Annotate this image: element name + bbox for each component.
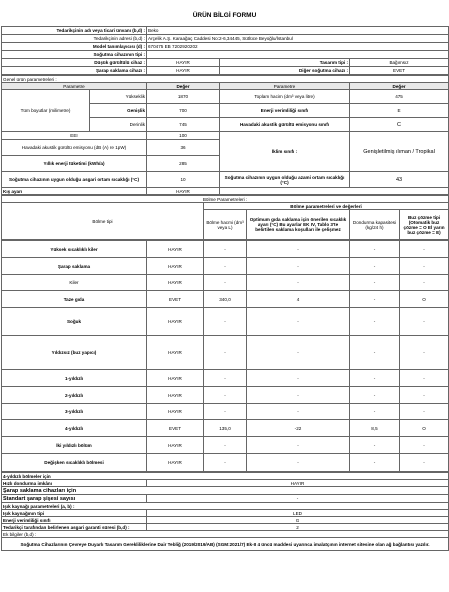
- compartment-present: HAYIR: [147, 275, 204, 291]
- bottom-table: [1, 472, 449, 551]
- compartment-present: HAYIR: [147, 258, 204, 275]
- compartment-volume: -: [204, 275, 247, 291]
- compartment-rows: [1, 240, 449, 472]
- compartment-defrost: -: [400, 404, 449, 420]
- compartment-temp: -: [247, 308, 350, 336]
- eei-value: 100: [147, 132, 220, 140]
- low-noise-label: Düşük gürültülü cihaz :: [2, 59, 147, 67]
- noise-label: Havadaki akustik gürültü emisyonu (dB (A) re 1pW): [2, 140, 147, 156]
- compartment-label: Yıldızsız (buz yapıcı): [2, 336, 147, 370]
- compartment-row: [2, 308, 449, 336]
- compartment-volume: -: [204, 404, 247, 420]
- compartment-freeze: -: [350, 437, 400, 454]
- winter-value: HAYIR: [147, 188, 220, 195]
- compartment-label: İki yıldızlı bölüm: [2, 437, 147, 454]
- compartment-defrost: -: [400, 387, 449, 404]
- compartment-volume: -: [204, 241, 247, 258]
- noise-class-label: Havadaki akustik gürültü emisyonu sınıfı: [220, 118, 350, 132]
- compartment-temp: -: [247, 241, 350, 258]
- compartment-row: [2, 291, 449, 308]
- height-value: 1870: [147, 90, 220, 104]
- compartment-volume: -: [204, 387, 247, 404]
- compartment-freeze: -: [350, 275, 400, 291]
- compartment-temp: -: [247, 387, 350, 404]
- compartment-present: EVET: [147, 291, 204, 308]
- compartment-freeze: -: [350, 308, 400, 336]
- winter-label: Kış ayarı: [2, 188, 147, 195]
- compartment-temp: -: [247, 404, 350, 420]
- compartment-row: [2, 404, 449, 420]
- light-class-value: G: [147, 517, 449, 524]
- model-value: 670475 EB 7202920202: [147, 43, 449, 51]
- volume-value: 475: [350, 90, 449, 104]
- design-type-value: Bağımsız: [350, 59, 449, 67]
- compartment-present: HAYIR: [147, 241, 204, 258]
- compartment-present: HAYIR: [147, 387, 204, 404]
- volume-label: Toplam hacim (dm³ veya litre): [220, 90, 350, 104]
- compartment-temp: -: [247, 275, 350, 291]
- depth-value: 745: [147, 118, 220, 132]
- compartment-freeze: -: [350, 370, 400, 387]
- compartment-section-label: Bölme Parametreleri :: [2, 196, 449, 203]
- compartment-temp: 4: [247, 291, 350, 308]
- energy-class-value: E: [350, 104, 449, 118]
- eei-label: EEI: [2, 132, 147, 140]
- compartment-defrost: O: [400, 420, 449, 437]
- compartment-freeze: -: [350, 291, 400, 308]
- compartment-defrost: -: [400, 275, 449, 291]
- compartment-label: Değişken sıcaklıklı bölmesi: [2, 454, 147, 472]
- energy-class-label: Enerji verimliliği sınıfı: [220, 104, 350, 118]
- noise-value: 36: [147, 140, 220, 156]
- supplier-table: [1, 26, 449, 75]
- width-value: 700: [147, 104, 220, 118]
- supplier-name-value: Beko: [147, 27, 449, 35]
- col-value-2: Değer: [350, 83, 449, 90]
- compartment-present: HAYIR: [147, 370, 204, 387]
- compartment-volume: -: [204, 258, 247, 275]
- compartment-defrost: -: [400, 370, 449, 387]
- compartment-label: 2-yıldızlı: [2, 387, 147, 404]
- height-label: Yükseklik: [90, 90, 147, 104]
- supplier-address-label: Tedarikçinin adresi (b,d) :: [2, 35, 147, 43]
- other-appliance-value: EVET: [350, 67, 449, 75]
- light-class-label: Enerji verimliliği sınıfı: [2, 517, 147, 524]
- four-star-section-label: 4-yıldızlı bölmeler için: [2, 473, 449, 480]
- compartment-present: HAYIR: [147, 308, 204, 336]
- compartment-defrost: -: [400, 454, 449, 472]
- extra-info-text: Soğutma Cihazlarının Çevreye Duyarlı Tasarım Gerekliliklerine Dair Tebliğ (2019/2019/AB) (SGM:2021/7) Ek-II 4 üncü maddesi uyarınca imalatçının internet sitesine olan ağ bağlantısı yazılır.: [2, 538, 449, 551]
- min-temp-value: 10: [147, 172, 220, 188]
- compartment-temp: -: [247, 437, 350, 454]
- compartment-row: [2, 387, 449, 404]
- compartment-defrost: -: [400, 336, 449, 370]
- compartment-group-header: Bölme parametreleri ve değerleri: [204, 203, 449, 210]
- compartment-present: HAYIR: [147, 454, 204, 472]
- compartment-defrost: -: [400, 241, 449, 258]
- supplier-address-value: Arçelik A.Ş. Karaağaç Caddesi No:2-6,34445, Sütlüce Beyoğlu/İstanbul: [147, 35, 449, 43]
- warranty-value: 2: [147, 524, 449, 531]
- general-params-table: [1, 75, 449, 195]
- compartment-row: [2, 370, 449, 387]
- compartment-temp: -: [247, 370, 350, 387]
- wine-storage-label: Şarap saklama cihazı :: [2, 67, 147, 75]
- col-defrost-type: Buz çözme tipi (Otomatik buz çözme = O El yarın buz çözme = E): [400, 210, 449, 240]
- compartment-freeze: -: [350, 404, 400, 420]
- compartment-present: HAYIR: [147, 404, 204, 420]
- compartment-temp: -: [247, 258, 350, 275]
- max-temp-label: Soğutma cihazının uygun olduğu azami ortam sıcaklığı (°C): [220, 172, 350, 188]
- compartment-row: [2, 336, 449, 370]
- min-temp-label: Soğutma cihazının uygun olduğu asgari ortam sıcaklığı (°C): [2, 172, 147, 188]
- compartment-temp: -: [247, 336, 350, 370]
- compartment-volume: -: [204, 437, 247, 454]
- compartment-row: [2, 241, 449, 258]
- compartment-defrost: -: [400, 437, 449, 454]
- annual-energy-value: 285: [147, 156, 220, 172]
- compartment-row: [2, 454, 449, 472]
- compartment-label: 1-yıldızlı: [2, 370, 147, 387]
- fast-freeze-label: Hızlı dondurma imkânı: [2, 480, 147, 487]
- compartment-temp: -: [247, 454, 350, 472]
- dims-label: Tüm boyutlar (milimetre): [2, 90, 90, 132]
- compartment-present: EVET: [147, 420, 204, 437]
- col-param-2: Parametre: [220, 83, 350, 90]
- col-compartment-type: Bölme tipi: [2, 203, 204, 240]
- light-type-label: Işık kaynağının tipi: [2, 510, 147, 517]
- low-noise-value: HAYIR: [147, 59, 220, 67]
- compartment-volume: -: [204, 336, 247, 370]
- compartment-volume: -: [204, 370, 247, 387]
- appliance-type-label: Soğutma cihazının tipi :: [2, 51, 147, 59]
- compartment-label: Taze gıda: [2, 291, 147, 308]
- noise-class-value: C: [350, 118, 449, 132]
- wine-bottles-value: -: [147, 495, 449, 503]
- compartment-table: [1, 195, 449, 240]
- col-freezing-capacity: Dondurma kapasitesi (kg/24 h): [350, 210, 400, 240]
- col-recommended-temp: Optimum gıda saklama için önerilen sıcaklık ayarı (°C) Bu ayarlar EK IV, Tablo 3'te belirtilen saklama koşulları ile çelişmez: [247, 210, 350, 240]
- compartment-label: Soğuk: [2, 308, 147, 336]
- compartment-freeze: -: [350, 336, 400, 370]
- col-param: Parametre: [2, 83, 147, 90]
- light-section-label: Işık kaynağı parametreleri (a, b) :: [2, 503, 449, 510]
- compartment-label: Yüksek sıcaklıklı kiler: [2, 241, 147, 258]
- wine-section-label: Şarap saklama cihazları için: [2, 487, 449, 495]
- warranty-label: Tedarikçi tarafından belirlenen asgari garanti süresi (b,d) :: [2, 524, 147, 531]
- compartment-label: Kiler: [2, 275, 147, 291]
- general-section-label: Genel ürün parametreleri :: [2, 76, 449, 83]
- compartment-freeze: -: [350, 387, 400, 404]
- compartment-temp: -22: [247, 420, 350, 437]
- climate-label: İklim sınıfı :: [220, 132, 350, 172]
- wine-storage-value: HAYIR: [147, 67, 220, 75]
- extra-info-label: Ek bilgiler (b,d) :: [2, 531, 449, 538]
- compartment-present: HAYIR: [147, 336, 204, 370]
- compartment-freeze: -: [350, 454, 400, 472]
- climate-value: Genişletilmiş ılıman / Tropikal: [350, 132, 449, 172]
- compartment-volume: 340,0: [204, 291, 247, 308]
- width-label: Genişlik: [90, 104, 147, 118]
- compartment-volume: -: [204, 454, 247, 472]
- max-temp-value: 43: [350, 172, 449, 188]
- design-type-label: Tasarım tipi :: [220, 59, 350, 67]
- light-type-value: LED: [147, 510, 449, 517]
- compartment-freeze: 8,5: [350, 420, 400, 437]
- other-appliance-label: Diğer soğutma cihazı :: [220, 67, 350, 75]
- fast-freeze-value: HAYIR: [147, 480, 449, 487]
- compartment-defrost: O: [400, 291, 449, 308]
- compartment-label: 4-yıldızlı: [2, 420, 147, 437]
- col-compartment-volume: Bölme hacmi (dm³ veya L): [204, 210, 247, 240]
- compartment-freeze: -: [350, 241, 400, 258]
- wine-bottles-label: Standart şarap şişesi sayısı: [2, 495, 147, 503]
- compartment-row: [2, 437, 449, 454]
- compartment-volume: -: [204, 308, 247, 336]
- compartment-volume: 135,0: [204, 420, 247, 437]
- compartment-defrost: -: [400, 308, 449, 336]
- supplier-name-label: Tedarikçinin adı veya ticari ünvanı (b,d) :: [2, 27, 147, 35]
- compartment-defrost: -: [400, 258, 449, 275]
- compartment-freeze: -: [350, 258, 400, 275]
- annual-energy-label: Yıllık enerji tüketimi (kWh/a): [2, 156, 147, 172]
- compartment-label: 3-yıldızlı: [2, 404, 147, 420]
- compartment-present: HAYIR: [147, 437, 204, 454]
- compartment-row: [2, 275, 449, 291]
- page-title: ÜRÜN BİLGİ FORMU: [192, 12, 257, 19]
- compartment-row: [2, 420, 449, 437]
- col-value: Değer: [147, 83, 220, 90]
- depth-label: Derinlik: [90, 118, 147, 132]
- model-label: Model tanımlayıcısı (d) :: [2, 43, 147, 51]
- compartment-row: [2, 258, 449, 275]
- compartment-label: Şarap saklama: [2, 258, 147, 275]
